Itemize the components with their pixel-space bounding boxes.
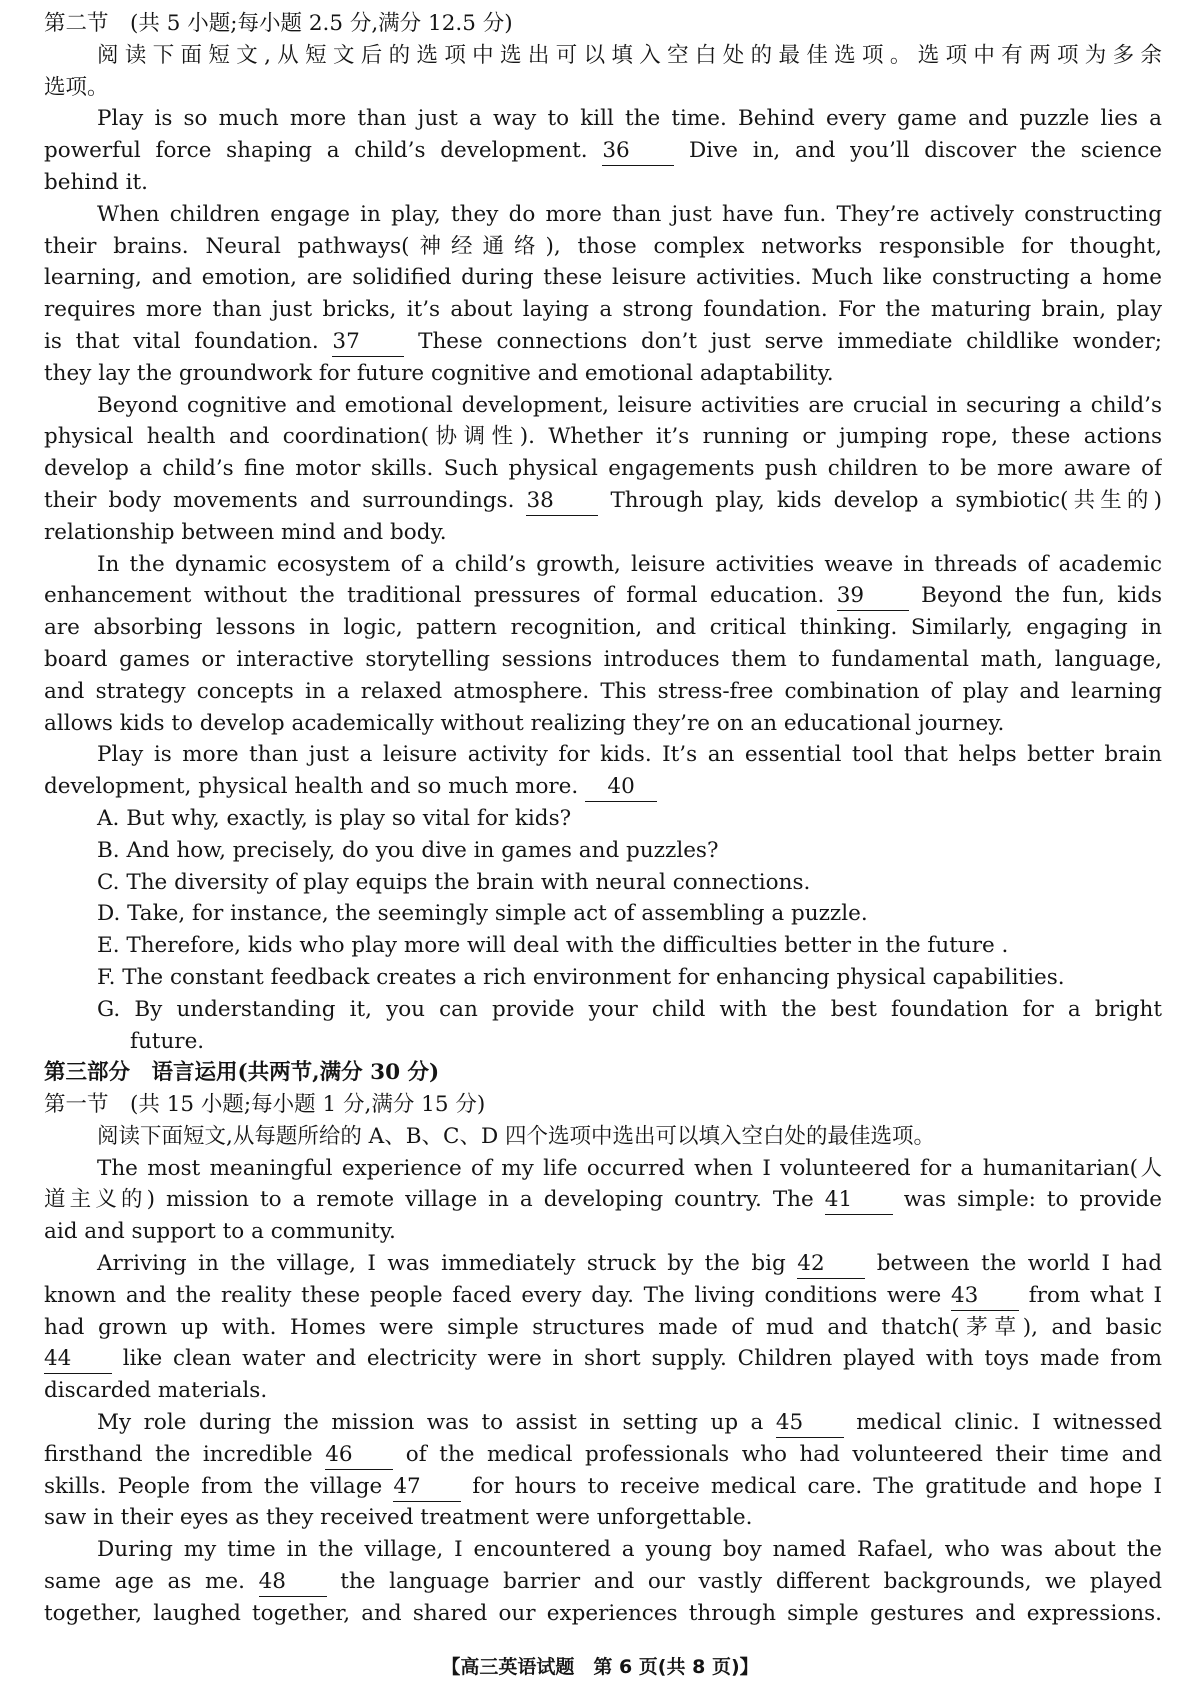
passage-line: known and the reality these people faced every day. The living conditions were 43 from what I xyxy=(44,1280,1162,1312)
passage-line: Play is more than just a leisure activity for kids. It’s an essential tool that helps better brain xyxy=(97,742,1162,768)
passage-line: 道主义的) mission to a remote village in a developing country. The 41 was simple: to provide xyxy=(44,1184,1162,1216)
passage-line: same age as me. 48 the language barrier and our vastly different backgrounds, we played xyxy=(44,1566,1162,1598)
option-a: A. But why, exactly, is play so vital for kids? xyxy=(97,805,572,831)
passage-line: The most meaningful experience of my life occurred when I volunteered for a humanitarian(人 xyxy=(97,1155,1162,1181)
passage-line: and strategy concepts in a relaxed atmosphere. This stress-free combination of play and learning xyxy=(44,678,1162,704)
section2-heading: 第二节 (共 5 小题;每小题 2.5 分,满分 12.5 分) xyxy=(44,11,513,36)
passage-line: discarded materials. xyxy=(44,1378,268,1404)
passage-line: saw in their eyes as they received treatment were unforgettable. xyxy=(44,1505,753,1531)
blank-40: 40 xyxy=(585,774,657,802)
blank-47: 47 xyxy=(393,1474,461,1502)
option-d: D. Take, for instance, the seemingly simple act of assembling a puzzle. xyxy=(97,901,868,927)
blank-37: 37 xyxy=(332,329,404,357)
option-b: B. And how, precisely, do you dive in games and puzzles? xyxy=(97,837,719,863)
passage-line: board games or interactive storytelling sessions introduces them to fundamental math, language, xyxy=(44,646,1162,672)
passage-line: physical health and coordination(协调性). Whether it’s running or jumping rope, these actions xyxy=(44,424,1162,450)
option-f: F. The constant feedback creates a rich environment for enhancing physical capabilities. xyxy=(97,964,1065,990)
part3-heading: 第三部分 语言运用(共两节,满分 30 分) xyxy=(44,1060,440,1086)
passage-line: allows kids to develop academically without realizing they’re on an educational journey. xyxy=(44,710,1005,736)
passage-line: learning, and emotion, are solidified during these leisure activities. Much like constructing a home xyxy=(44,265,1162,291)
option-g-cont: future. xyxy=(130,1028,205,1054)
passage-line: During my time in the village, I encountered a young boy named Rafael, who was about the xyxy=(97,1537,1162,1563)
blank-44: 44 xyxy=(44,1346,112,1374)
passage-line: requires more than just bricks, it’s about laying a strong foundation. For the maturing brain, play xyxy=(44,297,1162,323)
passage-line: firsthand the incredible 46 of the medical professionals who had volunteered their time and xyxy=(44,1439,1162,1471)
section2-instruction-cont: 选项。 xyxy=(44,74,109,100)
exam-page xyxy=(44,8,1162,1630)
passage-line: Play is so much more than just a way to kill the time. Behind every game and puzzle lies a xyxy=(97,106,1162,132)
option-e: E. Therefore, kids who play more will deal with the difficulties better in the future . xyxy=(97,933,1009,959)
passage-line: they lay the groundwork for future cognitive and emotional adaptability. xyxy=(44,360,834,386)
blank-43: 43 xyxy=(951,1283,1019,1311)
part3-instruction: 阅读下面短文,从每题所给的 A、B、C、D 四个选项中选出可以填入空白处的最佳选项。 xyxy=(97,1123,936,1149)
passage-line: 44 like clean water and electricity were in short supply. Children played with toys made from xyxy=(44,1343,1162,1375)
blank-38: 38 xyxy=(526,488,598,516)
blank-42: 42 xyxy=(797,1251,865,1279)
passage-line: relationship between mind and body. xyxy=(44,519,447,545)
blank-41: 41 xyxy=(825,1187,893,1215)
passage-line: powerful force shaping a child’s development. 36 Dive in, and you’ll discover the science xyxy=(44,135,1162,167)
page-footer: 【高三英语试题 第 6 页(共 8 页)】 xyxy=(441,1656,759,1678)
passage-line: their body movements and surroundings. 38 Through play, kids develop a symbiotic(共生的) xyxy=(44,485,1162,517)
passage-line: develop a child’s fine motor skills. Such physical engagements push children to be more aware of xyxy=(44,456,1162,482)
blank-45: 45 xyxy=(776,1410,844,1438)
passage-line: In the dynamic ecosystem of a child’s growth, leisure activities weave in threads of academic xyxy=(97,551,1162,577)
part3-section1-heading: 第一节 (共 15 小题;每小题 1 分,满分 15 分) xyxy=(44,1092,486,1118)
passage-line: behind it. xyxy=(44,169,149,195)
passage-line: When children engage in play, they do more than just have fun. They’re actively constructing xyxy=(97,201,1162,227)
passage-line: together, laughed together, and shared our experiences through simple gestures and expressions. xyxy=(44,1600,1162,1626)
passage-line: enhancement without the traditional pressures of formal education. 39 Beyond the fun, kids xyxy=(44,580,1162,612)
option-c: C. The diversity of play equips the brain with neural connections. xyxy=(97,869,811,895)
passage-line: their brains. Neural pathways(神经通络), those complex networks responsible for thought, xyxy=(44,233,1162,259)
blank-46: 46 xyxy=(325,1442,393,1470)
passage-line: Beyond cognitive and emotional development, leisure activities are crucial in securing a child’s xyxy=(97,392,1162,418)
blank-36: 36 xyxy=(602,138,674,166)
blank-39: 39 xyxy=(837,583,909,611)
passage-line: aid and support to a community. xyxy=(44,1219,396,1245)
passage-line: had grown up with. Homes were simple structures made of mud and thatch(茅草), and basic xyxy=(44,1314,1162,1340)
section2-instruction: 阅读下面短文,从短文后的选项中选出可以填入空白处的最佳选项。选项中有两项为多余 xyxy=(97,42,1162,68)
passage-line: development, physical health and so much more. 40 xyxy=(44,771,1162,803)
blank-48: 48 xyxy=(259,1569,327,1597)
passage-line: is that vital foundation. 37 These connections don’t just serve immediate childlike wonder; xyxy=(44,326,1162,358)
passage-line: Arriving in the village, I was immediately struck by the big 42 between the world I had xyxy=(44,1248,1162,1280)
passage-line: skills. People from the village 47 for hours to receive medical care. The gratitude and hope I xyxy=(44,1471,1162,1503)
passage-line: are absorbing lessons in logic, pattern recognition, and critical thinking. Similarly, engaging in xyxy=(44,615,1162,641)
passage-line: My role during the mission was to assist in setting up a 45 medical clinic. I witnessed xyxy=(44,1407,1162,1439)
option-g: G. By understanding it, you can provide your child with the best foundation for a bright xyxy=(97,996,1162,1022)
